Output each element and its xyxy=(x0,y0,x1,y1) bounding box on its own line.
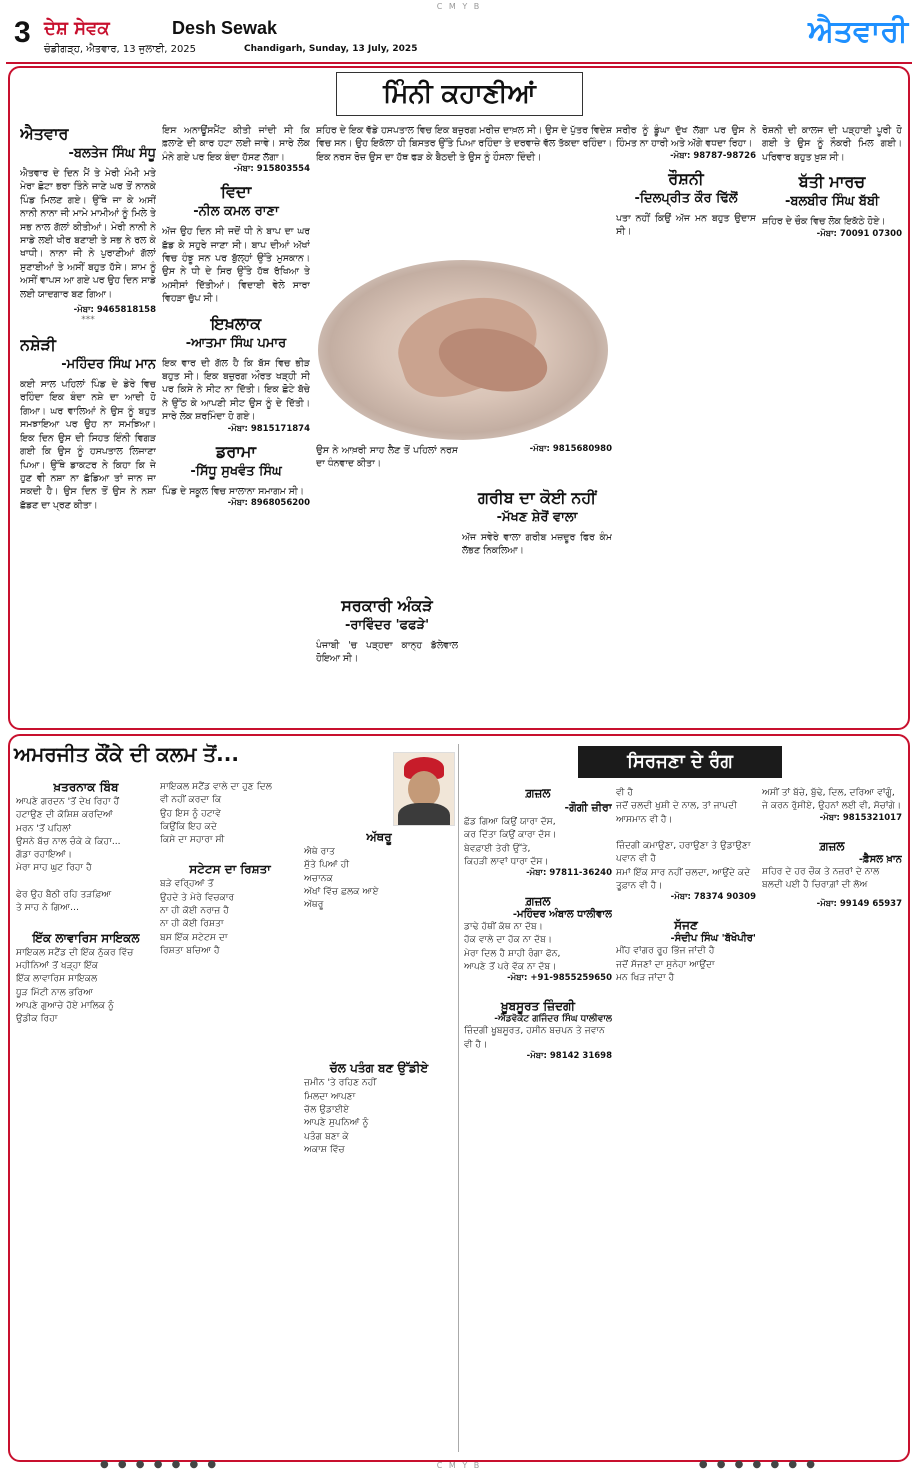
story-body: ਇਕ ਵਾਰ ਦੀ ਗੱਲ ਹੈ ਕਿ ਬੱਸ ਵਿਚ ਭੀੜ ਬਹੁਤ ਸੀ। ਇਕ ਬਜ਼ੁਰਗ ਔਰਤ ਖੜ੍ਹੀ ਸੀ ਪਰ ਕਿਸੇ ਨੇ ਸੀਟ ਨਾ ਦਿੱਤੀ। ਇਕ ਛੋਟੇ ਬੱਚੇ ਨੇ ਉੱਠ ਕੇ ਆਪਣੀ ਸੀਟ ਉਸ ਨੂੰ ਦੇ ਦਿੱਤੀ। ਸਾਰੇ ਲੋਕ ਸ਼ਰਮਿੰਦਾ ਹੋ ਗਏ। xyxy=(162,357,310,423)
poem-text: ਆਪਣੇ ਗਰਦਨ 'ਤੋਂ ਦੇਖ ਰਿਹਾ ਹੈਂ ਹਟਾਉਣ ਦੀ ਕੋਸ਼ਿਸ਼ ਕਰਦਿਆਂ ਮਰਨ 'ਤੋਂ ਪਹਿਲਾਂ ਉਸਨੇ ਬੱਚ ਨਾਲ ਚੰਕੇ ਕੇ ਕਿਹਾ... ਗੱਡਾ ਰਹਾਇਆਂ। ਮੇਰਾ ਸਾਹ ਘੁਟ ਰਿਹਾ ਹੈ ਫੇਰ ਉਹ ਬੈਠੀ ਰਹਿ ਤੜਫ਼ਿਆ ਤੇ ਸਾਹ ਨੇ ਗਿਆ... xyxy=(16,796,121,914)
poem-text: ਜ਼ਮੀਨ 'ਤੇ ਰਹਿਣ ਨਹੀਂ ਮਿਲਦਾ ਆਪਣਾ ਚੱਲ ਉਡਾਈਏ ਆਪਣੇ ਸੁਪਨਿਆਂ ਨੂੰ ਪਤੰਗ ਬਣਾ ਕੇ ਅਕਾਸ਼ ਵਿੱਚ xyxy=(304,1077,377,1155)
poem-text: ਜ਼ਿੰਦਗੀ ਖੂਬਸੂਰਤ, ਹਸੀਨ ਬਚਪਨ ਤੇ ਜਵਾਨ ਵੀ ਹੈ। xyxy=(464,1025,605,1050)
poem-title: ਗ਼ਜ਼ਲ xyxy=(525,786,551,800)
poem-title: ਗ਼ਜ਼ਲ xyxy=(525,894,551,909)
story-body: ਪਿੰਡ ਦੇ ਸਕੂਲ ਵਿਚ ਸਾਲਾਨਾ ਸਮਾਗਮ ਸੀ। xyxy=(162,485,304,497)
poem-column-2 xyxy=(160,780,300,1452)
poem-column-5 xyxy=(616,786,756,1452)
mobile-number: -ਮੋਬਾ: 9815321017 xyxy=(819,812,902,823)
poem-byline: -ਸੰਦੀਪ ਸਿੰਘ 'ਬੱਖੋਪੀਰ' xyxy=(670,933,756,945)
mobile-number: -ਮੋਬਾ: 99149 65937 xyxy=(816,899,902,910)
avatar-face xyxy=(408,771,440,807)
poem-text: ਡਾਢੇ ਹੱਥੀਂ ਕੱਥ ਨਾ ਦੱਬ। ਹੱਕ ਵਾਲੇ ਦਾ ਹੱਕ ਨਾ ਦੱਬ। ਮੇਰਾ ਦਿਲ ਹੈ ਸ਼ਾਹੀ ਰੰਗਾ ਫੋਨ, ਆਪਣੇ ਤੋਂ ਪਰੇ ਵੱਕ ਨਾ ਦੱਬ। xyxy=(464,921,561,973)
page-header xyxy=(0,14,918,60)
brand-logo-punjabi: ਦੇਸ਼ ਸੇਵਕ xyxy=(44,18,110,39)
date-english: Chandigarh, Sunday, 13 July, 2025 xyxy=(244,44,418,54)
column-divider xyxy=(458,744,459,1452)
story-sarkari xyxy=(316,596,458,714)
mobile-number: -ਮੋਬਾ: +91-9855259650 xyxy=(507,973,612,984)
brand-name-english: Desh Sewak xyxy=(172,18,278,38)
weekday-masthead: ਐਤਵਾਰੀ xyxy=(808,14,908,49)
story-garib xyxy=(462,488,612,714)
header-divider xyxy=(6,62,912,64)
story-title: ਇਖ਼ਲਾਕ xyxy=(210,313,262,333)
poem-byline: -ਐਡਵੋਕੇਟ ਗਜਿੰਦਰ ਸਿੰਘ ਧਾਲੀਵਾਲ xyxy=(494,1014,612,1025)
story-byline: -ਆਤਮਾ ਸਿੰਘ ਪਮਾਰ xyxy=(185,335,287,351)
holding-hands-photo xyxy=(318,260,608,440)
avatar-body xyxy=(398,803,450,826)
mobile-number: -ਮੋਬਾ: 9815680980 xyxy=(529,444,612,454)
poem-column-4 xyxy=(464,786,612,1452)
story-column-center-left xyxy=(316,444,458,584)
story-column-5 xyxy=(616,124,756,714)
poem-text: ਸ਼ਹਿਰ ਦੇ ਹਰ ਚੌਕ ਤੇ ਨਜ਼ਰਾਂ ਦੇ ਨਾਲ ਬਲਦੀ ਪਈ ਹੈ ਚਿਰਾਗ਼ਾਂ ਦੀ ਲੋਅ xyxy=(762,865,880,890)
poem-byline: -ਫ਼ੈਸਲ ਖ਼ਾਨ xyxy=(858,853,902,865)
story-body: ਉਸ ਨੇ ਆਖ਼ਰੀ ਸਾਹ ਲੈਣ ਤੋਂ ਪਹਿਲਾਂ ਨਰਸ ਦਾ ਧੰਨਵਾਦ ਕੀਤਾ। xyxy=(316,445,458,470)
mobile-number: -ਮੋਬਾ: 78374 90309 xyxy=(670,892,756,903)
poem-text: ਸਾਇਕਲ ਸਟੈਂਡ ਵਾਲੇ ਦਾ ਹੁਣ ਦਿਲ ਵੀ ਨਹੀਂ ਕਰਦਾ ਕਿ ਉਹ ਇਸ ਨੂੰ ਹਟਾਵੇ ਕਿਉਂਕਿ ਇਹ ਕਦੇ ਕਿਸੇ ਦਾ ਸਹਾਰਾ ਸੀ xyxy=(160,781,272,846)
story-byline: -ਮੱਖਣ ਸ਼ੇਰੋਂ ਵਾਲਾ xyxy=(496,510,578,525)
poem-title: ਸੱਜਣ xyxy=(674,918,698,933)
mobile-number: -ਮੋਬਾ: 9815171874 xyxy=(227,423,310,434)
story-column-1 xyxy=(20,124,156,714)
story-title: ਗਰੀਬ ਦਾ ਕੋਈ ਨਹੀਂ xyxy=(477,488,597,507)
mobile-number: -ਮੋਬਾ: 97811-36240 xyxy=(526,868,612,879)
separator-stars: *** xyxy=(81,315,95,326)
story-byline: -ਨੀਲ ਕਮਲ ਰਾਣਾ xyxy=(193,204,279,220)
story-column-6 xyxy=(762,124,902,714)
poem-text: ਵੀ ਹੈ ਜਦੋਂ ਚਲਦੀ ਖੁਸ਼ੀ ਦੇ ਨਾਲ, ਤਾਂ ਜਾਪਦੀ ਆਸਮਾਨ ਵੀ ਹੈ। ਜ਼ਿੰਦਗੀ ਕਮਾਉਣਾ, ਹਰਾਉਣਾ ਤੇ ਉਡਾਉਣਾ ਪਵਾਨ ਵੀ ਹੈ ਸਮਾਂ ਇੱਕ ਸਾਰ ਨਹੀਂ ਚਲਦਾ, ਆਉਂਦੇ ਕਦੇ ਤੂਫ਼ਾਨ ਵੀ ਹੈ। xyxy=(616,787,751,892)
poem-byline: -ਗੋਗੀ ਜ਼ੀਰਾ xyxy=(564,801,612,814)
color-dots-right: ● ● ● ● ● ● ● xyxy=(698,1459,818,1470)
poem-text: ਬੜੇ ਵਰ੍ਹਿਆਂ ਤੋਂ ਉਹਦੇ ਤੇ ਮੇਰੇ ਵਿਚਕਾਰ ਨਾ ਹੀ ਕੋਈ ਨਰਾਜ਼ ਹੈ ਨਾ ਹੀ ਕੋਈ ਰਿਸ਼ਤਾ ਬਸ ਇੱਕ ਸਟੇਟਸ ਦਾ ਰਿਸ਼ਤਾ ਬਚਿਆ ਹੈ xyxy=(160,878,235,956)
story-byline: -ਬਲਤੇਜ ਸਿੰਘ ਸੰਧੂ xyxy=(68,146,156,161)
poem-title: ਖ਼ਤਰਨਾਕ ਬਿੰਬ xyxy=(53,780,119,794)
poem-text: ਐਥੇ ਰਾਤ ਸੁੱਤੇ ਪਿਆਂ ਹੀ ਅਚਾਨਕ ਅੱਖਾਂ ਵਿੱਚ ਛਲਕ ਆਏ ਅੱਥਰੂ xyxy=(304,846,379,911)
story-title: ਨਸ਼ੇੜੀ xyxy=(20,335,56,355)
story-column-center-right xyxy=(462,444,612,484)
poem-column-3 xyxy=(304,830,454,1452)
story-title: ਵਿਦਾ xyxy=(220,182,252,202)
mobile-number: -ਮੋਬਾ: 8968056200 xyxy=(227,498,310,509)
story-body: ਅੱਜ ਸਵੇਰੇ ਵਾਲਾ ਗਰੀਬ ਮਜ਼ਦੂਰ ਫਿਰ ਕੰਮ ਲੱਭਣ ਨਿਕਲਿਆ। xyxy=(462,532,612,557)
story-body: ਸ਼ਹਿਰ ਦੇ ਚੌਕ ਵਿਚ ਲੋਕ ਇਕੱਠੇ ਹੋਏ। xyxy=(762,216,886,228)
story-body: ਸਰੀਰ ਨੂੰ ਡੂੰਘਾ ਦੁੱਖ ਲੱਗਾ ਪਰ ਉਸ ਨੇ ਹਿੰਮਤ ਨਾ ਹਾਰੀ ਅਤੇ ਅੱਗੇ ਵਧਦਾ ਰਿਹਾ। xyxy=(616,125,756,150)
story-body: ਇਸ ਅਨਾਊਂਸਮੈਂਟ ਕੀਤੀ ਜਾਂਦੀ ਸੀ ਕਿ ਫ਼ਲਾਣੇ ਦੀ ਕਾਰ ਹਟਾ ਲਈ ਜਾਵੇ। ਸਾਰੇ ਲੋਕ ਮੰਨੇ ਗਏ ਪਰ ਇਕ ਬੰਦਾ ਹੱਸਣ ਲੱਗਾ। xyxy=(162,125,310,163)
story-body: ਅੱਜ ਉਹ ਦਿਨ ਸੀ ਜਦੋਂ ਧੀ ਨੇ ਬਾਪ ਦਾ ਘਰ ਛੱਡ ਕੇ ਸਹੁਰੇ ਜਾਣਾ ਸੀ। ਬਾਪ ਦੀਆਂ ਅੱਖਾਂ ਵਿਚ ਹੰਝੂ ਸਨ ਪਰ ਬੁੱਲ੍ਹਾਂ ਉੱਤੇ ਮੁਸਕਾਨ। ਉਸ ਨੇ ਧੀ ਦੇ ਸਿਰ ਉੱਤੇ ਹੱਥ ਰੱਖਿਆ ਤੇ ਅਸੀਸਾਂ ਦਿੱਤੀਆਂ। ਵਿਦਾਈ ਵੇਲੇ ਸਾਰਾ ਵਿਹੜਾ ਚੁੱਪ ਸੀ। xyxy=(162,226,310,305)
poem-column-6 xyxy=(762,786,902,1452)
story-title: ਸਰਕਾਰੀ ਅੰਕੜੇ xyxy=(341,596,433,615)
poem-title: ਸਟੇਟਸ ਦਾ ਰਿਸ਼ਤਾ xyxy=(189,862,271,877)
story-title: ਐਤਵਾਰ xyxy=(20,124,69,143)
poet-banner: ਅਮਰਜੀਤ ਕੌਂਕੇ ਦੀ ਕਲਮ ਤੋਂ... xyxy=(14,742,239,766)
story-body: ਐਤਵਾਰ ਦੇ ਦਿਨ ਮੈਂ ਤੇ ਮੇਰੀ ਮੰਮੀ ਮਤੇ ਮੇਰਾ ਛੋਟਾ ਭਰਾ ਤਿੰਨੇ ਜਾਣੇ ਘਰ ਤੋਂ ਨਾਨਕੇ ਪਿੰਡ ਮਿਲਣ ਗਏ। ਉੱਥੇ ਜਾ ਕੇ ਅਸੀਂ ਨਾਨੀ ਨਾਨਾ ਜੀ ਮਾਮੇ ਮਾਮੀਆਂ ਨੂੰ ਮਿਲੇ ਤੇ ਸਭ ਨਾਲ ਗੱਲਾਂ ਕੀਤੀਆਂ। ਮੇਰੀ ਨਾਨੀ ਨੇ ਸਾਡੇ ਲਈ ਖੀਰ ਬਣਾਈ ਤੇ ਸਭ ਨੇ ਰਲ ਕੇ ਖਾਧੀ। ਨਾਨਾ ਜੀ ਨੇ ਪੁਰਾਣੀਆਂ ਗੱਲਾਂ ਸੁਣਾਈਆਂ ਤੇ ਅਸੀਂ ਬਹੁਤ ਹੱਸੇ। ਸ਼ਾਮ ਨੂੰ ਅਸੀਂ ਵਾਪਸ ਆ ਗਏ ਪਰ ਉਹ ਦਿਨ ਸਾਡੇ ਲਈ ਯਾਦਗਾਰ ਬਣ ਗਿਆ। xyxy=(20,168,156,300)
story-title: ਰੌਸ਼ਨੀ xyxy=(668,168,704,188)
mobile-number: -ਮੋਬਾ: 70091 07300 xyxy=(816,228,902,239)
mobile-number: -ਮੋਬਾ: 98142 31698 xyxy=(526,1050,612,1061)
poem-title: ਇੱਕ ਲਾਵਾਰਿਸ ਸਾਇਕਲ xyxy=(32,930,140,945)
page-number: 3 xyxy=(14,16,31,49)
poem-title: ਖ਼ੂਬਸੂਰਤ ਜ਼ਿੰਦਗੀ xyxy=(500,999,575,1014)
story-byline: -ਦਿਲਪ੍ਰੀਤ ਕੌਰ ਢਿੱਲੋਂ xyxy=(634,190,738,206)
color-registration-marks-bottom: C M Y B xyxy=(436,1461,482,1470)
story-column-center-top xyxy=(316,124,612,254)
poem-text: ਮੀਂਹ ਵਾਂਗਰ ਰੂਹ ਭਿੱਜ ਜਾਂਦੀ ਹੈ ਜਦੋਂ ਸੱਜਣਾਂ ਦਾ ਸੁਨੇਹਾ ਆਉਂਦਾ ਮਨ ਖਿੜ ਜਾਂਦਾ ਹੈ xyxy=(616,945,715,983)
mobile-number: -ਮੋਬਾ: 9465818158 xyxy=(73,305,156,316)
mobile-number: -ਮੋਬਾ: 98787-98726 xyxy=(670,150,756,161)
story-byline: -ਰਾਵਿੰਦਰ 'ਫਫੜੇ' xyxy=(344,618,430,633)
story-body: ਕਈ ਸਾਲ ਪਹਿਲਾਂ ਪਿੰਡ ਦੇ ਡੇਰੇ ਵਿਚ ਰਹਿੰਦਾ ਇਕ ਬੰਦਾ ਨਸ਼ੇ ਦਾ ਆਦੀ ਹੋ ਗਿਆ। ਘਰ ਵਾਲਿਆਂ ਨੇ ਉਸ ਨੂੰ ਬਹੁਤ ਸਮਝਾਇਆ ਪਰ ਉਹ ਨਾ ਸਮਝਿਆ। ਇਕ ਦਿਨ ਉਸ ਦੀ ਸਿਹਤ ਇੰਨੀ ਵਿਗੜ ਗਈ ਕਿ ਉਸ ਨੂੰ ਹਸਪਤਾਲ ਲਿਜਾਣਾ ਪਿਆ। ਉੱਥੇ ਡਾਕਟਰ ਨੇ ਕਿਹਾ ਕਿ ਜੇ ਹੁਣ ਵੀ ਨਸ਼ਾ ਨਾ ਛੱਡਿਆ ਤਾਂ ਜਾਨ ਜਾ ਸਕਦੀ ਹੈ। ਉਸ ਦਿਨ ਤੋਂ ਉਸ ਨੇ ਨਸ਼ਾ ਛੱਡਣ ਦਾ ਪ੍ਰਣ ਕੀਤਾ। xyxy=(20,379,156,511)
story-byline: -ਬਲਬੀਰ ਸਿੰਘ ਬੱਬੀ xyxy=(784,194,880,210)
poem-byline: -ਮਹਿੰਦਰ ਅੰਬਾਲ ਧਾਲੀਵਾਲ xyxy=(512,909,612,921)
poem-title: ਗ਼ਜ਼ਲ xyxy=(819,838,845,853)
date-punjabi: ਚੰਡੀਗੜ੍ਹ, ਐਤਵਾਰ, 13 ਜੁਲਾਈ, 2025 xyxy=(44,44,197,55)
poem-title: ਚੱਲ ਪਤੰਗ ਬਣ ਉੱਡੀਏ xyxy=(329,1061,429,1076)
poem-text: ਅਸੀਂ ਤਾਂ ਬੱਚੇ, ਬੁੱਢੇ, ਦਿਲ, ਦਰਿਆ ਵਾਂਗੂੰ, ਜੇ ਕਰਨ ਰੁੱਸੀਏ, ਉਹਨਾਂ ਲਈ ਵੀ, ਸੋਚਾਂਗੇ। xyxy=(762,787,902,812)
poem-text: ਛੱਡ ਗਿਆ ਕਿਉਂ ਯਾਰਾ ਦੱਸ, ਕਰ ਦਿੱਤਾ ਕਿਉਂ ਕਾਰਾ ਦੱਸ। ਬੇਵਫ਼ਾਈ ਤੇਰੀ ਉੱਤੇ, ਕਿਹੜੀ ਲਾਵਾਂ ਧਾਰਾ ਦੱਸ। xyxy=(464,816,557,867)
story-body: ਪਤਾ ਨਹੀਂ ਕਿਉਂ ਅੱਜ ਮਨ ਬਹੁਤ ਉਦਾਸ ਸੀ। xyxy=(616,212,756,238)
poem-title: ਅੱਥਰੂ xyxy=(366,830,392,844)
story-body: ਪੰਜਾਬੀ 'ਚ ਪੜ੍ਹਦਾ ਕਾਨ੍ਹ ਡੱਲੇਵਾਲ ਹੋਇਆ ਸੀ। xyxy=(316,640,458,665)
story-title: ਬੱਤੀ ਮਾਰਚ xyxy=(798,172,866,192)
color-dots-left: ● ● ● ● ● ● ● xyxy=(100,1459,220,1470)
color-registration-marks: C M Y B xyxy=(436,2,482,11)
poem-column-1 xyxy=(16,780,156,1452)
story-byline: -ਮਹਿੰਦਰ ਸਿੰਘ ਮਾਨ xyxy=(61,357,156,373)
poet-avatar xyxy=(393,752,455,826)
story-body: ਸ਼ਹਿਰ ਦੇ ਇਕ ਵੱਡੇ ਹਸਪਤਾਲ ਵਿਚ ਇਕ ਬਜ਼ੁਰਗ ਮਰੀਜ਼ ਦਾਖ਼ਲ ਸੀ। ਉਸ ਦੇ ਪੁੱਤਰ ਵਿਦੇਸ਼ ਵਿਚ ਸਨ। ਉਹ ਇਕੱਲਾ ਹੀ ਬਿਸਤਰ ਉੱਤੇ ਪਿਆ ਰਹਿੰਦਾ ਤੇ ਦਰਵਾਜ਼ੇ ਵੱਲ ਤੱਕਦਾ ਰਹਿੰਦਾ। ਇਕ ਨਰਸ ਰੋਜ਼ ਉਸ ਦਾ ਹੱਥ ਫੜ ਕੇ ਬੈਠਦੀ ਤੇ ਉਸ ਨੂੰ ਹੌਸਲਾ ਦਿੰਦੀ। xyxy=(316,125,612,163)
section-banner: ਮਿੰਨੀ ਕਹਾਣੀਆਂ xyxy=(336,72,583,116)
mobile-number: -ਮੋਬਾ: 9158035​54 xyxy=(233,164,310,175)
story-body: ਰੋਸ਼ਨੀ ਦੀ ਕਾਲਜ ਦੀ ਪੜ੍ਹਾਈ ਪੂਰੀ ਹੋ ਗਈ ਤੇ ਉਸ ਨੂੰ ਨੌਕਰੀ ਮਿਲ ਗਈ। ਪਰਿਵਾਰ ਬਹੁਤ ਖ਼ੁਸ਼ ਸੀ। xyxy=(762,125,902,163)
story-title: ਡਰਾਮਾ xyxy=(215,441,256,461)
sirjana-banner: ਸਿਰਜਣਾ ਦੇ ਰੰਗ xyxy=(578,746,782,778)
story-byline: -ਸਿੱਧੂ ਸੁਖਵੰਤ ਸਿੰਘ xyxy=(190,463,282,479)
poem-text: ਸਾਇਕਲ ਸਟੈਂਡ ਦੀ ਇੱਕ ਨੁੱਕਰ ਵਿੱਚ ਮਹੀਨਿਆਂ ਤੋਂ ਖੜ੍ਹਾ ਇੱਕ ਇੱਕ ਲਾਵਾਰਿਸ ਸਾਇਕਲ ਧੂੜ ਮਿੱਟੀ ਨਾਲ ਭਰਿਆ ਆਪਣੇ ਗੁਆਚੇ ਹੋਏ ਮਾਲਿਕ ਨੂੰ ਉਡੀਕ ਰਿਹਾ xyxy=(16,946,134,1025)
story-column-2 xyxy=(162,124,310,714)
